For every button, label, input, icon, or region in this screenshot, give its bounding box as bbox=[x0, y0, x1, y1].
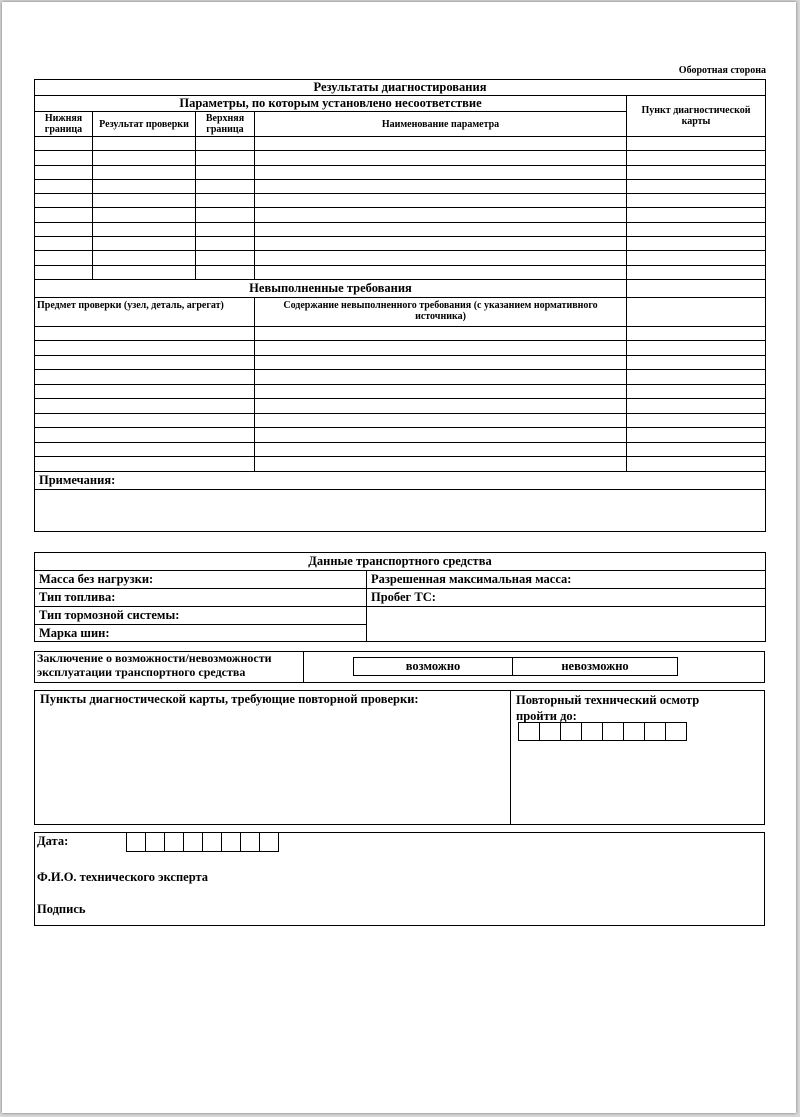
mass-empty-field[interactable]: Масса без нагрузки: bbox=[35, 571, 367, 589]
table-cell[interactable] bbox=[255, 370, 627, 385]
table-cell[interactable] bbox=[93, 222, 196, 236]
divider bbox=[510, 690, 511, 825]
table-cell bbox=[367, 607, 766, 642]
table-cell[interactable] bbox=[255, 457, 627, 472]
date-digit-cell[interactable] bbox=[581, 722, 603, 741]
table-cell[interactable] bbox=[627, 265, 766, 279]
date-digit-cell[interactable] bbox=[665, 722, 687, 741]
table-cell[interactable] bbox=[35, 384, 255, 399]
table-cell[interactable] bbox=[627, 251, 766, 265]
tire-brand-field[interactable]: Марка шин: bbox=[35, 625, 367, 642]
table-cell[interactable] bbox=[93, 251, 196, 265]
table-cell[interactable] bbox=[35, 413, 255, 428]
date-digit-cell[interactable] bbox=[644, 722, 666, 741]
date-digit-cell[interactable] bbox=[259, 832, 279, 852]
table-cell[interactable] bbox=[93, 137, 196, 151]
table-row bbox=[35, 251, 766, 265]
table-cell[interactable] bbox=[627, 413, 766, 428]
date-digit-cell[interactable] bbox=[126, 832, 146, 852]
table-cell[interactable] bbox=[627, 457, 766, 472]
date-digit-cell[interactable] bbox=[183, 832, 203, 852]
table-cell[interactable] bbox=[93, 151, 196, 165]
signature-label: Подпись bbox=[37, 902, 86, 916]
table-cell[interactable] bbox=[196, 265, 255, 279]
table-row bbox=[35, 370, 766, 385]
table-cell[interactable] bbox=[627, 137, 766, 151]
table-row bbox=[35, 413, 766, 428]
table-cell[interactable] bbox=[196, 222, 255, 236]
vehicle-data-table bbox=[34, 552, 766, 642]
table-cell[interactable] bbox=[35, 457, 255, 472]
table-cell[interactable] bbox=[255, 251, 627, 265]
table-cell[interactable] bbox=[255, 384, 627, 399]
date-digit-cell[interactable] bbox=[145, 832, 165, 852]
page-side-caption: Оборотная сторона bbox=[678, 65, 766, 76]
table-cell[interactable] bbox=[35, 237, 93, 251]
table-cell[interactable] bbox=[35, 137, 93, 151]
table-cell[interactable] bbox=[255, 341, 627, 356]
table-cell[interactable] bbox=[35, 399, 255, 414]
table-row bbox=[35, 428, 766, 443]
col-param-name: Наименование параметра bbox=[255, 112, 627, 137]
table-cell[interactable] bbox=[627, 222, 766, 236]
table-cell[interactable] bbox=[627, 179, 766, 193]
table-cell[interactable] bbox=[93, 194, 196, 208]
results-table bbox=[34, 79, 766, 532]
table-cell[interactable] bbox=[196, 208, 255, 222]
col-requirement-content: Содержание невыполненного требования (с указанием нормативного источника) bbox=[255, 297, 627, 326]
table-cell[interactable] bbox=[255, 137, 627, 151]
table-cell[interactable] bbox=[35, 341, 255, 356]
brake-system-field[interactable]: Тип тормозной системы: bbox=[35, 607, 367, 625]
col-check-result: Результат проверки bbox=[93, 112, 196, 137]
recheck-items-label: Пункты диагностической карты, требующие повторной проверки: bbox=[40, 692, 419, 706]
table-cell[interactable] bbox=[196, 151, 255, 165]
table-row bbox=[35, 442, 766, 457]
notes-label: Примечания: bbox=[35, 471, 766, 489]
table-cell[interactable] bbox=[93, 179, 196, 193]
card-point-header: Пункт диагностической карты bbox=[627, 96, 766, 137]
table-cell[interactable] bbox=[627, 370, 766, 385]
col-check-subject: Предмет проверки (узел, деталь, агрегат) bbox=[35, 297, 255, 326]
table-row bbox=[35, 341, 766, 356]
table-row bbox=[35, 265, 766, 279]
table-row bbox=[35, 457, 766, 472]
table-row bbox=[35, 237, 766, 251]
table-cell[interactable] bbox=[35, 251, 93, 265]
table-row bbox=[35, 151, 766, 165]
table-row bbox=[35, 194, 766, 208]
table-row bbox=[35, 399, 766, 414]
table-cell[interactable] bbox=[627, 384, 766, 399]
table-cell[interactable] bbox=[627, 341, 766, 356]
recheck-items-field[interactable] bbox=[36, 710, 508, 822]
table-cell[interactable] bbox=[93, 265, 196, 279]
date-digit-cell[interactable] bbox=[221, 832, 241, 852]
results-title: Результаты диагностирования bbox=[35, 80, 766, 96]
table-cell[interactable] bbox=[627, 428, 766, 443]
table-cell[interactable] bbox=[627, 208, 766, 222]
table-cell[interactable] bbox=[35, 208, 93, 222]
table-row bbox=[35, 326, 766, 341]
table-cell[interactable] bbox=[196, 179, 255, 193]
unmet-title: Невыполненные требования bbox=[35, 279, 627, 297]
table-cell[interactable] bbox=[196, 165, 255, 179]
table-cell[interactable] bbox=[255, 326, 627, 341]
table-cell[interactable] bbox=[627, 194, 766, 208]
table-row bbox=[35, 222, 766, 236]
table-cell[interactable] bbox=[627, 165, 766, 179]
table-cell[interactable] bbox=[35, 370, 255, 385]
table-cell[interactable] bbox=[255, 237, 627, 251]
table-cell[interactable] bbox=[255, 194, 627, 208]
date-label: Дата: bbox=[37, 834, 69, 848]
table-cell[interactable] bbox=[35, 442, 255, 457]
col-lower-bound: Нижняя граница bbox=[35, 112, 93, 137]
table-cell[interactable] bbox=[255, 428, 627, 443]
mileage-field[interactable]: Пробег ТС: bbox=[367, 589, 766, 607]
date-digit-cell[interactable] bbox=[164, 832, 184, 852]
max-mass-field[interactable]: Разрешенная максимальная масса: bbox=[367, 571, 766, 589]
conclusion-label: Заключение о возможности/невозможности эксплуатации транспортного средства bbox=[37, 651, 272, 679]
table-cell[interactable] bbox=[196, 137, 255, 151]
divider bbox=[303, 651, 304, 683]
date-digit-cell[interactable] bbox=[623, 722, 645, 741]
table-cell[interactable] bbox=[196, 194, 255, 208]
table-cell[interactable] bbox=[35, 194, 93, 208]
notes-field[interactable] bbox=[35, 489, 766, 531]
table-cell[interactable] bbox=[627, 237, 766, 251]
table-cell[interactable] bbox=[35, 428, 255, 443]
table-cell[interactable] bbox=[627, 442, 766, 457]
date-digit-cell[interactable] bbox=[539, 722, 561, 741]
table-cell[interactable] bbox=[93, 208, 196, 222]
table-cell[interactable] bbox=[255, 208, 627, 222]
table-cell[interactable] bbox=[255, 399, 627, 414]
vehicle-data-title: Данные транспортного средства bbox=[35, 553, 766, 571]
table-cell[interactable] bbox=[255, 355, 627, 370]
fuel-type-field[interactable]: Тип топлива: bbox=[35, 589, 367, 607]
table-cell[interactable] bbox=[93, 237, 196, 251]
table-cell[interactable] bbox=[196, 251, 255, 265]
table-cell[interactable] bbox=[255, 151, 627, 165]
table-row bbox=[35, 137, 766, 151]
table-cell[interactable] bbox=[255, 179, 627, 193]
table-cell[interactable] bbox=[255, 222, 627, 236]
table-row bbox=[35, 165, 766, 179]
table-cell[interactable] bbox=[35, 326, 255, 341]
table-cell[interactable] bbox=[35, 151, 93, 165]
expert-name-label: Ф.И.О. технического эксперта bbox=[37, 870, 209, 884]
table-cell[interactable] bbox=[255, 413, 627, 428]
table-cell[interactable] bbox=[35, 165, 93, 179]
possible-option[interactable]: возможно bbox=[353, 657, 513, 676]
table-cell[interactable] bbox=[35, 355, 255, 370]
table-cell[interactable] bbox=[196, 237, 255, 251]
table-cell[interactable] bbox=[627, 399, 766, 414]
table-cell[interactable] bbox=[255, 265, 627, 279]
date-digit-cell[interactable] bbox=[240, 832, 260, 852]
reinspect-date-cells[interactable] bbox=[519, 722, 687, 741]
table-cell[interactable] bbox=[35, 222, 93, 236]
table-cell bbox=[627, 279, 766, 297]
table-cell[interactable] bbox=[255, 165, 627, 179]
impossible-option[interactable]: невозможно bbox=[512, 657, 678, 676]
date-cells[interactable] bbox=[127, 832, 279, 852]
table-cell[interactable] bbox=[627, 151, 766, 165]
table-cell bbox=[627, 297, 766, 326]
table-row bbox=[35, 179, 766, 193]
table-cell[interactable] bbox=[627, 355, 766, 370]
reinspect-label: Повторный технический осмотр пройти до: bbox=[516, 693, 700, 723]
table-cell[interactable] bbox=[93, 165, 196, 179]
date-digit-cell[interactable] bbox=[602, 722, 624, 741]
table-row bbox=[35, 355, 766, 370]
col-upper-bound: Верхняя граница bbox=[196, 112, 255, 137]
table-cell[interactable] bbox=[35, 179, 93, 193]
table-row bbox=[35, 384, 766, 399]
date-digit-cell[interactable] bbox=[202, 832, 222, 852]
date-digit-cell[interactable] bbox=[560, 722, 582, 741]
table-cell[interactable] bbox=[627, 326, 766, 341]
table-cell[interactable] bbox=[35, 265, 93, 279]
document-page bbox=[2, 2, 796, 1113]
table-row bbox=[35, 208, 766, 222]
table-cell[interactable] bbox=[255, 442, 627, 457]
date-digit-cell[interactable] bbox=[518, 722, 540, 741]
params-title: Параметры, по которым установлено несоответствие bbox=[35, 96, 627, 112]
